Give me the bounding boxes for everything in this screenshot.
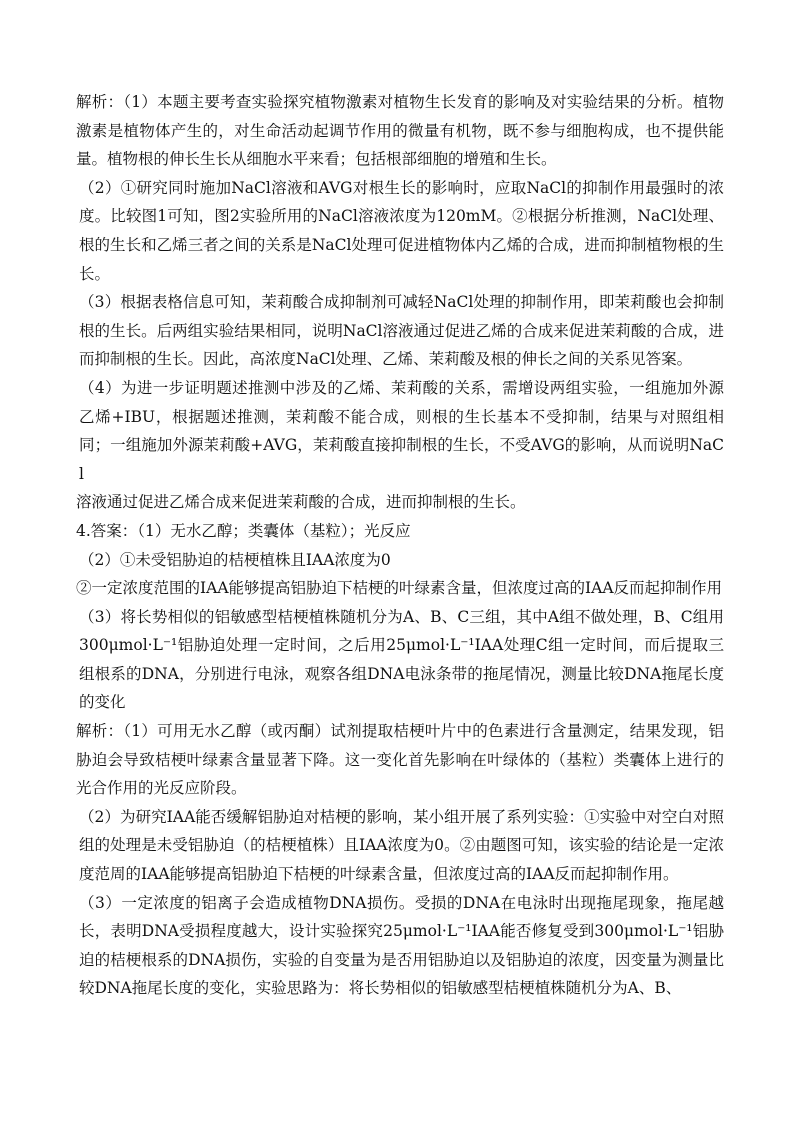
- paragraph-answer-4-1: 4.答案：（1）无水乙醇；类囊体（基粒）；光反应: [76, 521, 411, 540]
- paragraph-analysis-1: 解析：（1）本题主要考查实验探究植物激素对植物生长发育的影响及对实验结果的分析。植物激素是植物体产生的，对生命活动起调节作用的微量有机物，既不参与细胞构成，也不提供能量。植物根的伸长生长从细胞水平来看；包括根部细胞的增殖和生长。: [76, 93, 724, 169]
- paragraph-answer-4-3: （3）将长势相似的铝敏感型桔梗植株随机分为A、B、C三组，其中A组不做处理，B、C组用300μmol·L⁻¹铝胁迫处理一定时间，之后用25μmol·L⁻¹IAA处理C组一定时间，而后提取三组根系的DNA，分别进行电泳，观察各组DNA电泳条带的拖尾情况，测量比较DNA拖尾长度的变化: [79, 607, 724, 712]
- paragraph-analysis-4-cont: 溶液通过促进乙烯合成来促进茉莉酸的合成，进而抑制根的生长。: [76, 493, 526, 512]
- paragraph-answer-4-2a: （2）①未受铝胁迫的桔梗植株且IAA浓度为0: [79, 550, 391, 569]
- paragraph-analysis-q4-3: （3）一定浓度的铝离子会造成植物DNA损伤。受损的DNA在电泳时出现拖尾现象，拖尾越长，表明DNA受损程度越大，设计实验探究25μmol·L⁻¹IAA能否修复受到300μmol·L⁻¹铝胁迫的桔梗根系的DNA损伤，实验的自变量为是否用铝胁迫以及铝胁迫的浓度，因变量为测量比较DNA拖尾长度的变化，实验思路为：将长势相似的铝敏感型桔梗植株随机分为A、B、: [79, 893, 724, 998]
- paragraph-analysis-3: （3）根据表格信息可知，茉莉酸合成抑制剂可减轻NaCl处理的抑制作用，即茉莉酸也会抑制根的生长。后两组实验结果相同，说明NaCl溶液通过促进乙烯的合成来促进茉莉酸的合成，进而抑制根的生长。因此，高浓度NaCl处理、乙烯、茉莉酸及根的伸长之间的关系见答案。: [79, 293, 724, 369]
- paragraph-analysis-q4-1: 解析：（1）可用无水乙醇（或丙酮）试剂提取桔梗叶片中的色素进行含量测定，结果发现，铝胁迫会导致桔梗叶绿素含量显著下降。这一变化首先影响在叶绿体的（基粒）类囊体上进行的光合作用的光反应阶段。: [76, 722, 724, 798]
- paragraph-analysis-4: （4）为进一步证明题述推测中涉及的乙烯、茉莉酸的关系，需增设两组实验，一组施加外源乙烯+IBU，根据题述推测，茉莉酸不能合成，则根的生长基本不受抑制，结果与对照组相同；一组施加外源茉莉酸+AVG，茉莉酸直接抑制根的生长，不受AVG的影响，从而说明NaCl: [79, 378, 724, 483]
- paragraph-answer-4-2b: ②一定浓度范围的IAA能够提高铝胁迫下桔梗的叶绿素含量，但浓度过高的IAA反而起抑制作用: [76, 579, 723, 598]
- document-page: [76, 88, 724, 1003]
- paragraph-analysis-2: （2）①研究同时施加NaCl溶液和AVG对根生长的影响时，应取NaCl的抑制作用最强时的浓度。比较图1可知，图2实验所用的NaCl溶液浓度为120mM。②根据分析推测，NaCl处理、根的生长和乙烯三者之间的关系是NaCl处理可促进植物体内乙烯的合成，进而抑制植物根的生长。: [79, 178, 724, 283]
- paragraph-analysis-q4-2: （2）为研究IAA能否缓解铝胁迫对桔梗的影响，某小组开展了系列实验：①实验中对空白对照组的处理是未受铝胁迫（的桔梗植株）且IAA浓度为0。②由题图可知，该实验的结论是一定浓度范周的IAA能够提高铝胁迫下桔梗的叶绿素含量，但浓度过高的IAA反而起抑制作用。: [79, 807, 724, 884]
